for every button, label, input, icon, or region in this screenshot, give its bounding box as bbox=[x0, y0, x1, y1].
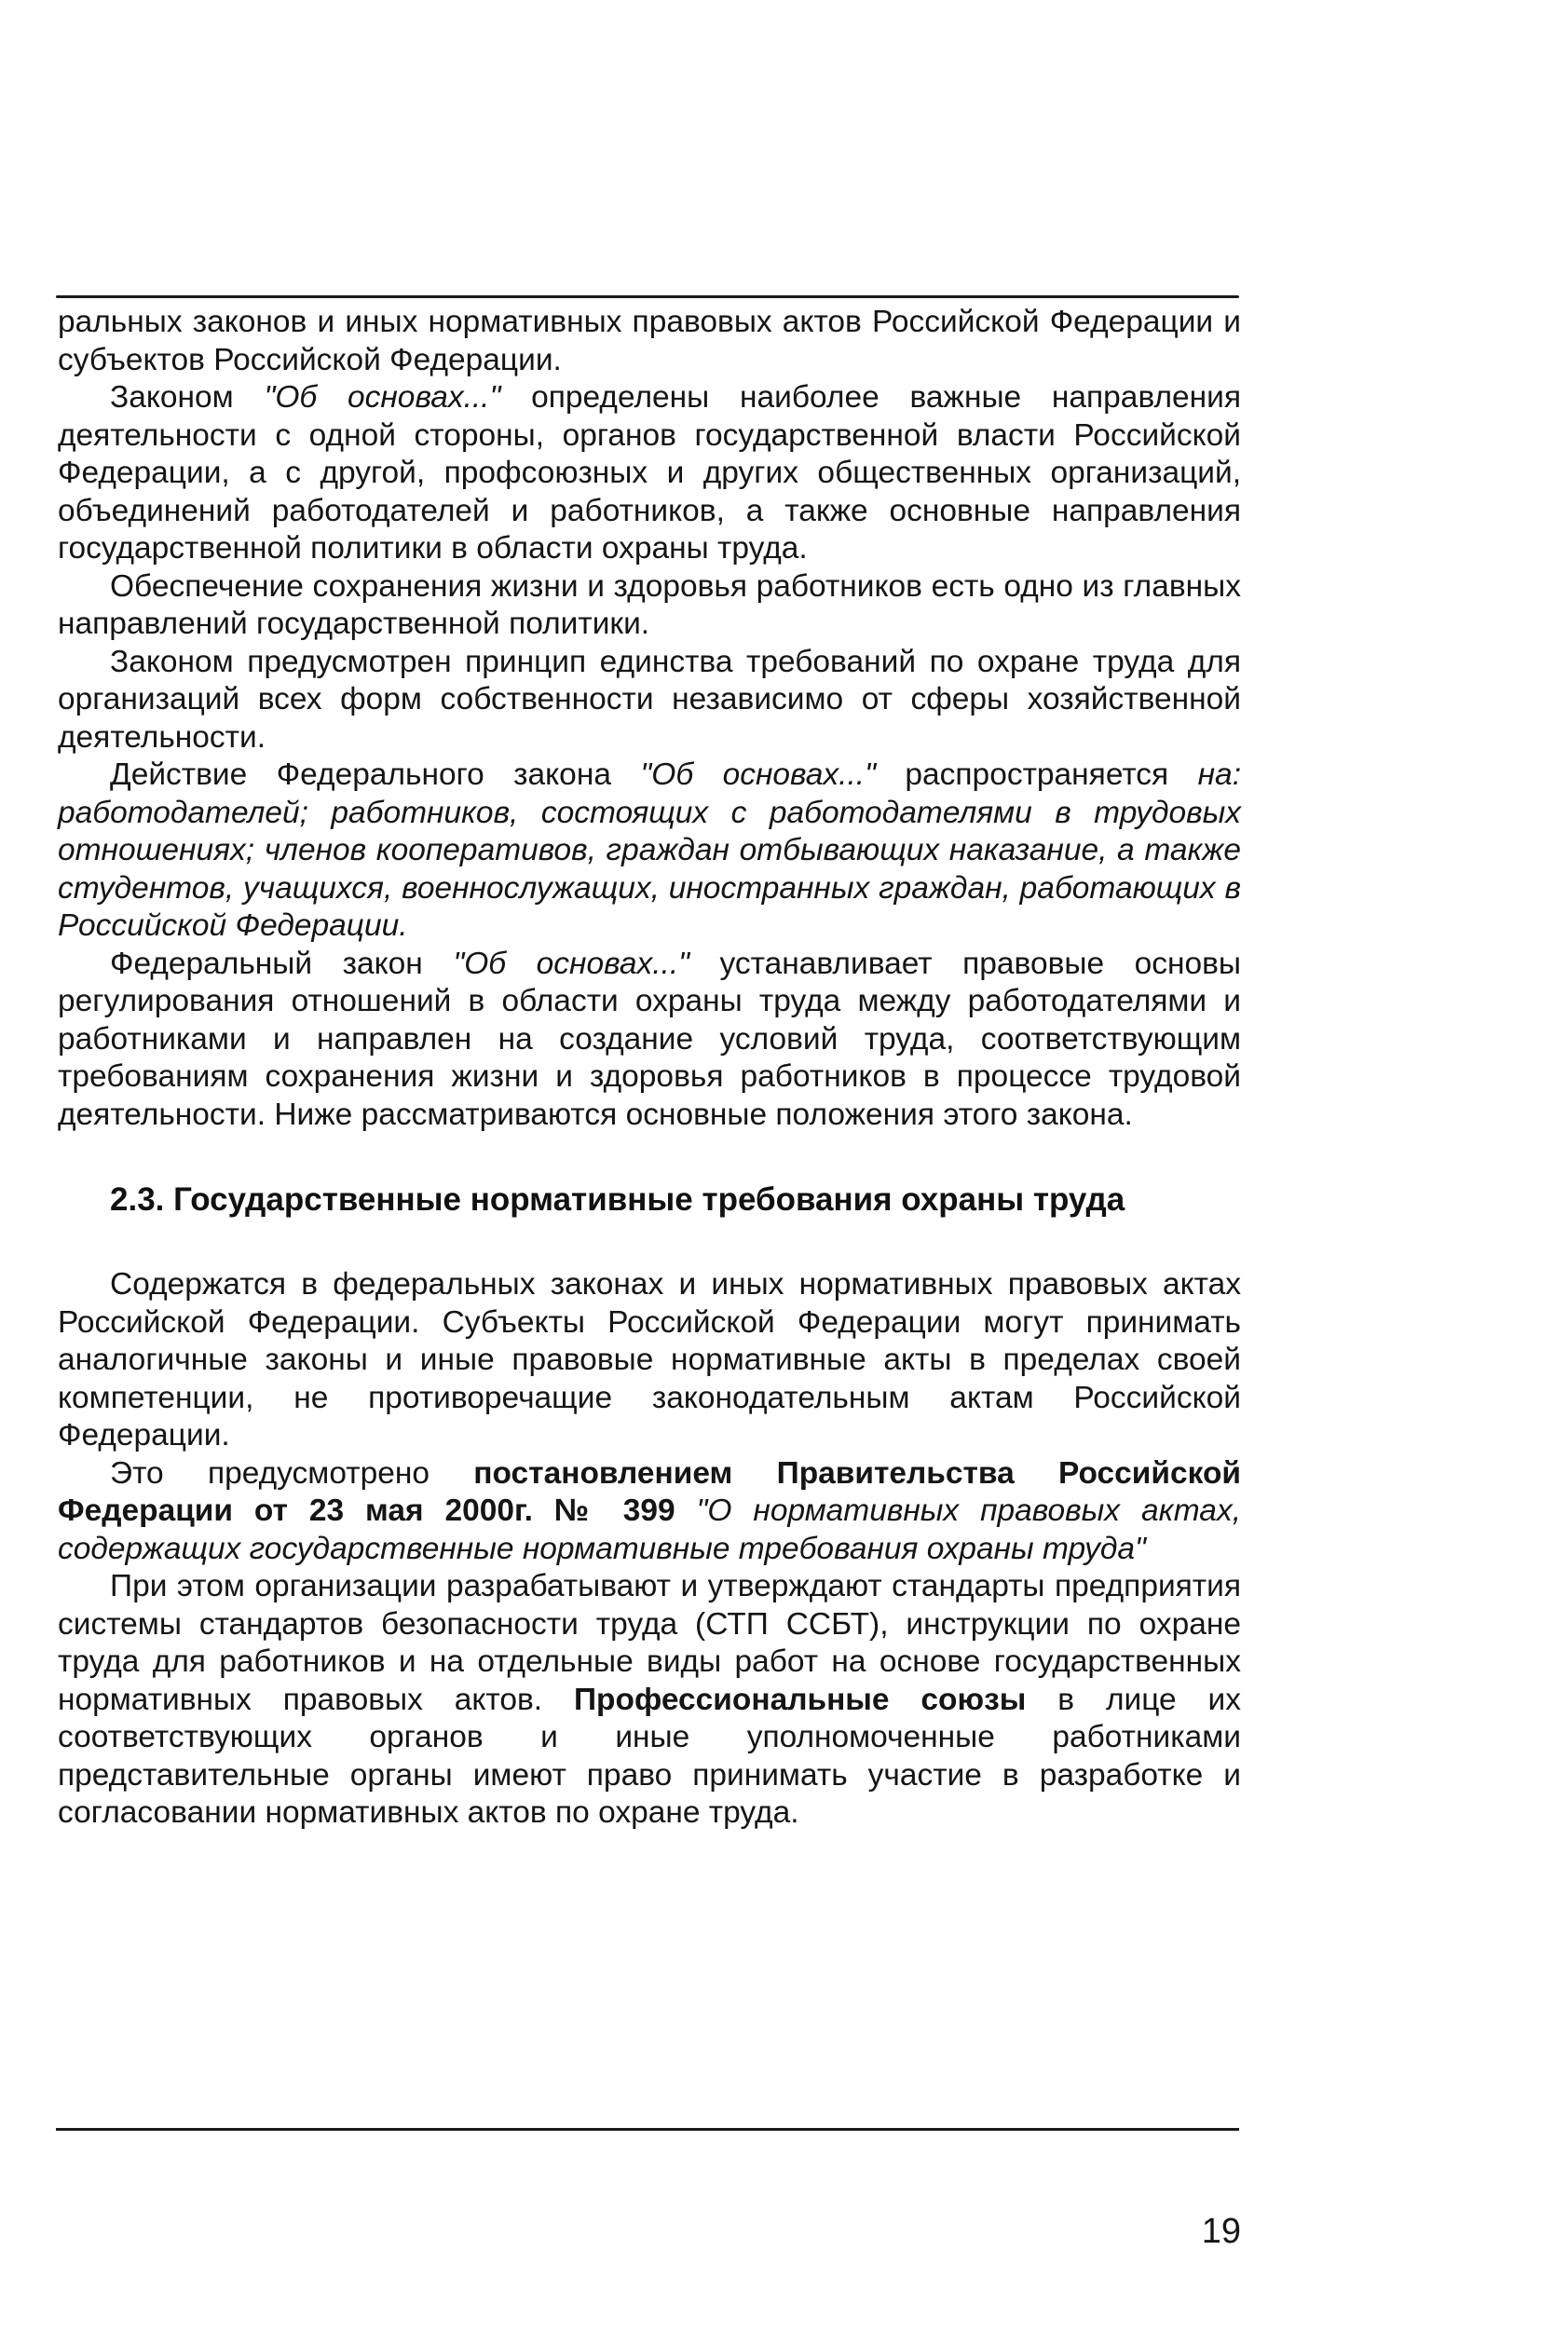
paragraph-9: При этом организации разрабатывают и утверждают стандарты предприятия системы стандартов безопасности труда (СТП ССБТ), инструкции по охране труда для работников и на отдельные виды работ на основе государственных нормативных правовых актов. Профессиональные союзы в лице их соответствующих органов и иные уполномоченные работниками представительные органы имеют право принимать участие в разработке и согласовании нормативных актов по охране труда. bbox=[58, 1569, 1241, 1830]
resolution-title-italic: "О нормативных правовых актах, содержащих государственные нормативные требования охраны труда" bbox=[58, 1493, 1241, 1566]
body-text bbox=[58, 304, 1241, 1833]
law-title-italic: "Об основах..." bbox=[264, 380, 501, 415]
paragraph-5: Действие Федерального закона "Об основах..." распространяется на: работодателей; работников, состоящих с работодателями в трудовых отношениях; членов кооперативов, граждан отбывающих наказание, а также студентов, учащихся, военнослужащих, иностранных граждан, работающих в Российской Федерации. bbox=[58, 757, 1241, 943]
paragraph-3: Обеспечение сохранения жизни и здоровья работников есть одно из главных направлений государственной политики. bbox=[58, 568, 1241, 641]
paragraph-4: Законом предусмотрен принцип единства требований по охране труда для организаций всех форм собственности независимо от сферы хозяйственной деятельности. bbox=[58, 644, 1241, 755]
section-heading: 2.3. Государственные нормативные требования охраны труда bbox=[110, 1181, 1125, 1218]
bottom-rule bbox=[56, 2128, 1239, 2131]
resolution-reference-bold: постановлением Правительства Российской Федерации от 23 мая 2000г. № 399 bbox=[58, 1455, 1242, 1528]
paragraph-2: Законом "Об основах..." определены наиболее важные направления деятельности с одной стороны, органов государственной власти Российской Федерации, а с другой, профсоюзных и других общественных организаций, объединений работодателей и работников, а также основные направления государственной политики в области охраны труда. bbox=[58, 380, 1242, 566]
paragraph-1: ральных законов и иных нормативных правовых актов Российской Федерации и субъектов Российской Федерации. bbox=[58, 305, 1241, 377]
page-number: 19 bbox=[1201, 2212, 1241, 2251]
scope-list-italic: на: работодателей; работников, состоящих с работодателями в трудовых отношениях; членов кооперативов, граждан отбывающих наказание, а также студентов, учащихся, военнослужащих, иностранных граждан, работающих в Российской Федерации. bbox=[58, 757, 1241, 943]
law-title-italic: "Об основах..." bbox=[640, 757, 876, 792]
trade-unions-bold: Профессиональные союзы bbox=[573, 1682, 1027, 1717]
paragraph-8: Это предусмотрено постановлением Правительства Российской Федерации от 23 мая 2000г. № 399 "О нормативных правовых актах, содержащих государственные нормативные требования охраны труда" bbox=[58, 1455, 1242, 1566]
paragraph-6: Федеральный закон "Об основах..." устанавливает правовые основы регулирования отношений в области охраны труда между работодателями и работниками и направлен на создание условий труда, соответствующим требованиям сохранения жизни и здоровья работников в процессе трудовой деятельности. Ниже рассматриваются основные положения этого закона. bbox=[58, 946, 1242, 1132]
paragraph-7: Содержатся в федеральных законах и иных нормативных правовых актах Российской Федерации. Субъекты Российской Федерации могут принимать аналогичные законы и иные правовые нормативные акты в пределах своей компетенции, не противоречащие законодательным актам Российской Федерации. bbox=[58, 1267, 1241, 1452]
law-title-italic: "Об основах..." bbox=[453, 946, 690, 981]
top-rule bbox=[56, 295, 1239, 298]
